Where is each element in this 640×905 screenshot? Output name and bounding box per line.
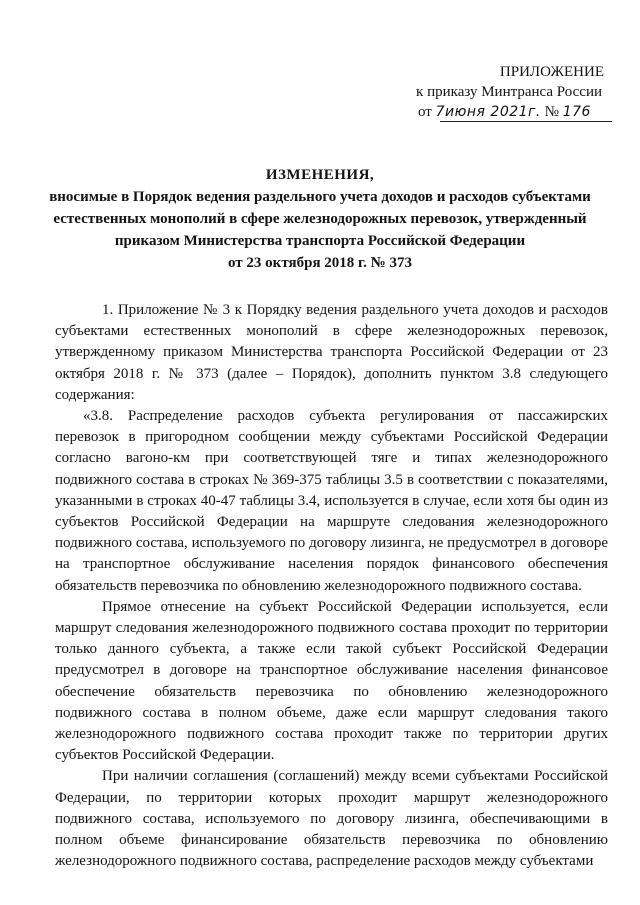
document-body <box>55 300 608 872</box>
from-prefix: от <box>418 104 432 120</box>
title-line-3: приказом Министерства транспорта Российской Федерации <box>114 233 526 249</box>
paragraph-3: Прямое отнесение на субъект Российской Федерации используется, если маршрут следования железнодорожного подвижного состава проходит по территории только данного субъекта, а также если такой субъект Российской Федерации предусмотрел в договоре на транспортное обслуживание населения финансовое обеспечение обязательств перевозчика по обновлению железнодорожного подвижного состава в полном объеме, даже если маршрут следования такого железнодорожного подвижного состава проходит также по территории других субъектов Российской Федерации. <box>55 598 608 764</box>
paragraph-2: «3.8. Распределение расходов субъекта регулирования от пассажирских перевозок в пригородном сообщении между субъектами Российской Федерации согласно вагоно-км при соответствующей тяге и типах железнодорожного подвижного состава в строках № 369-375 таблицы 3.5 в соответствии с показателями, указанными в строках 40-47 таблицы 3.4, используется в случае, если хотя бы один из субъектов Российской Федерации на маршруте следования железнодорожного подвижного состава, используемого по договору лизинга, не предусмотрел в договоре на транспортное обслуживание населения порядок финансового обеспечения обязательств перевозчика по обновлению железнодорожного подвижного состава. <box>55 408 608 594</box>
signature-underline <box>440 121 612 122</box>
appendix-reference: к приказу Минтранса России <box>416 84 602 100</box>
title-line-1: вносимые в Порядок ведения раздельного учета доходов и расходов субъектами <box>49 189 591 205</box>
appendix-header <box>400 62 620 122</box>
title-main: ИЗМЕНЕНИЯ, <box>265 167 375 183</box>
title-line-2: естественных монополий в сфере железнодорожных перевозок, утвержденный <box>53 211 587 227</box>
document-title <box>30 164 610 274</box>
title-line-4: от 23 октября 2018 г. № 373 <box>228 255 412 271</box>
handwritten-number: 176 <box>562 104 591 120</box>
paragraph-1: 1. Приложение № 3 к Порядку ведения раздельного учета доходов и расходов субъектами естественных монополий в сфере железнодорожных перевозок, утвержденному приказом Министерства транспорта Российской Федерации от 23 октября 2018 г. № 373 (далее – Порядок), дополнить пунктом 3.8 следующего содержания: <box>55 302 608 403</box>
appendix-title: ПРИЛОЖЕНИЕ <box>499 64 604 80</box>
handwritten-date: 7июня 2021г. <box>435 104 541 120</box>
number-sign: № <box>544 104 559 120</box>
paragraph-4: При наличии соглашения (соглашений) между всеми субъектами Российской Федерации, по территории которых проходит маршрут железнодорожного подвижного состава, используемого по договору лизинга, обеспечивающими в полном объеме финансирование обязательств перевозчика по обновлению железнодорожного подвижного состава, распределение расходов между субъектами <box>55 768 608 870</box>
order-date-line <box>400 102 620 122</box>
